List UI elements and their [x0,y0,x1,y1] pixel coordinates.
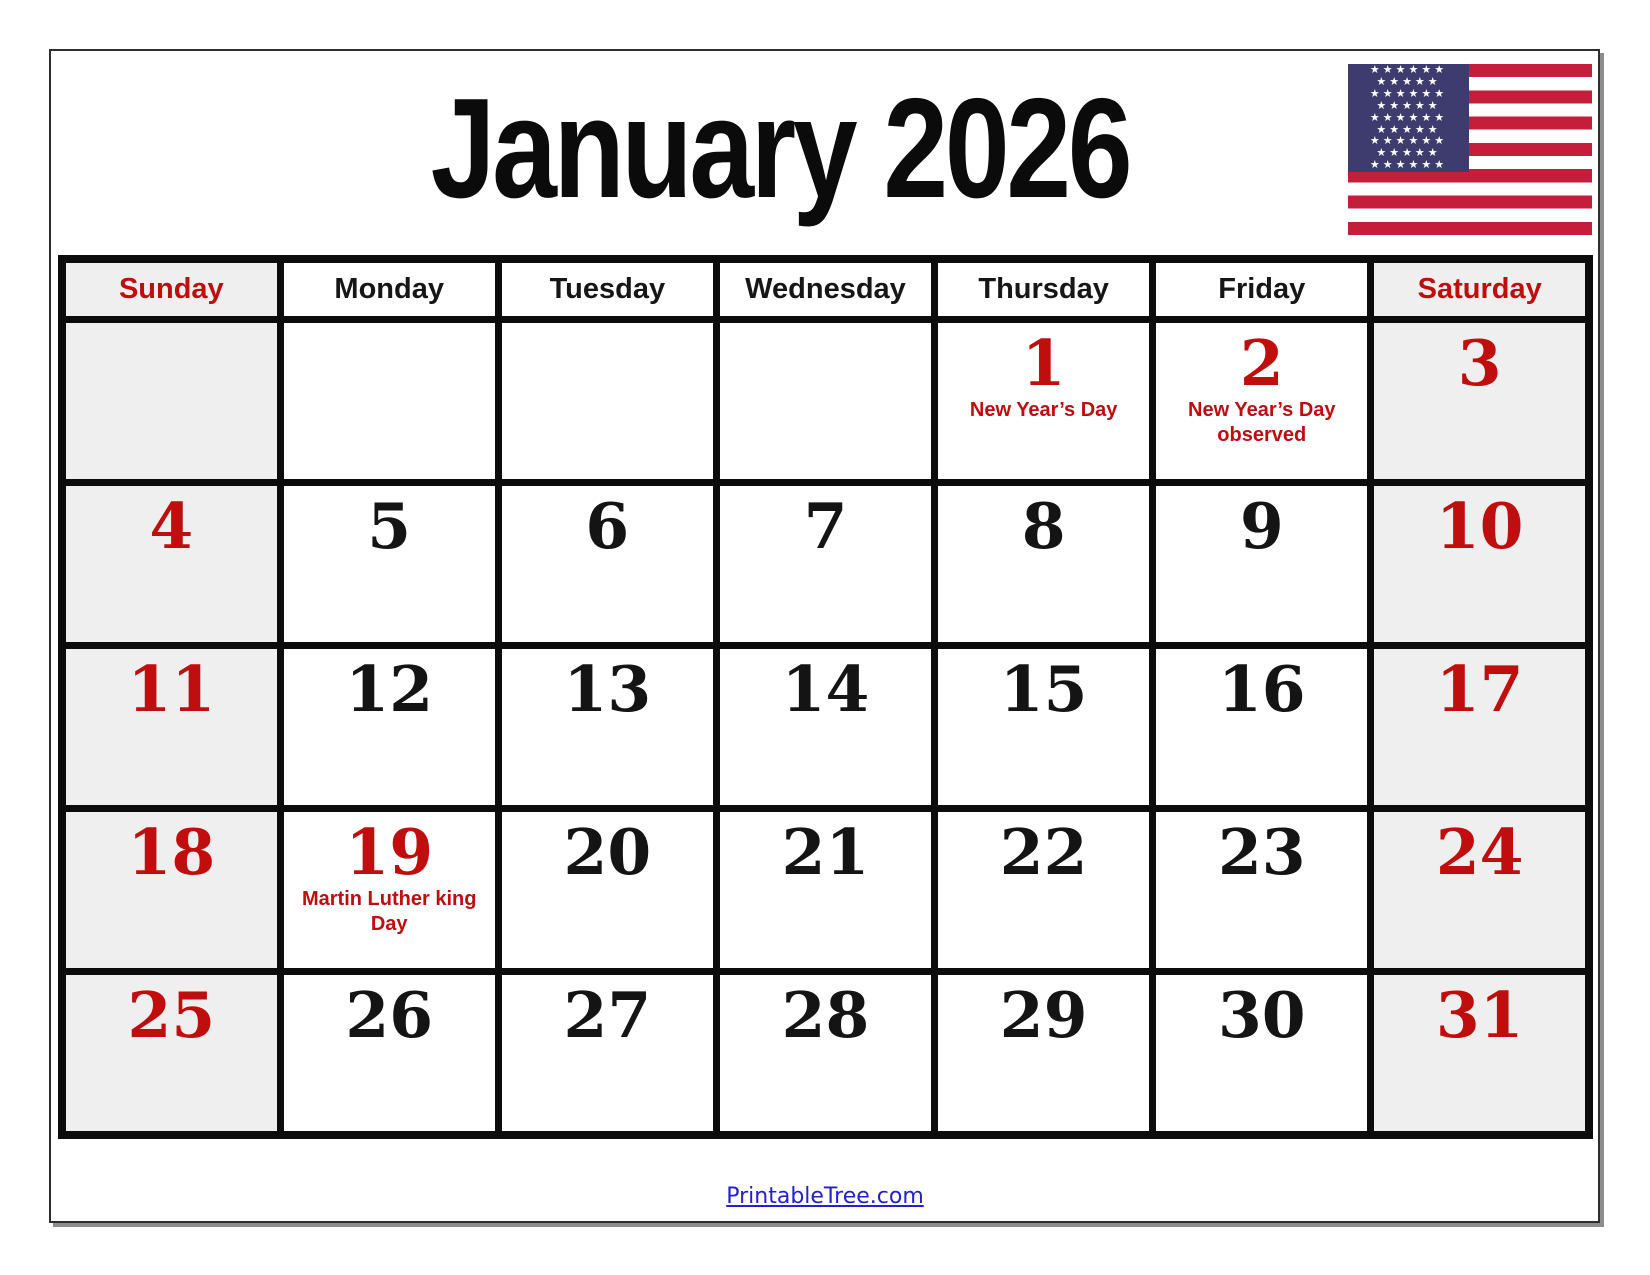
weekday-header-row [62,259,1589,320]
flag-canton [1348,64,1469,172]
date-number: 11 [127,652,216,726]
date-number: 9 [1239,489,1284,563]
weekday-header-wednesday: Wednesday [716,259,934,320]
date-number: 12 [345,652,434,726]
flag-star-row: ★★★★★ [1376,98,1441,112]
date-number: 5 [367,489,412,563]
date-number: 14 [781,652,870,726]
date-number: 6 [585,489,630,563]
day-cell-empty [716,320,934,483]
week-row-5 [62,972,1589,1136]
date-number: 30 [1217,978,1306,1052]
day-cell-16 [1153,646,1371,809]
weekday-header-sunday: Sunday [62,259,280,320]
date-number: 15 [999,652,1088,726]
calendar-table [58,255,1593,1139]
day-cell-14 [716,646,934,809]
day-cell-25 [62,972,280,1136]
holiday-label: Martin Luther king Day [301,888,477,935]
day-cell-12 [280,646,498,809]
day-cell-19 [280,809,498,972]
day-cell-6 [498,483,716,646]
day-cell-7 [716,483,934,646]
flag-star-row: ★★★★★ [1376,146,1441,160]
date-number: 8 [1021,489,1066,563]
date-number: 25 [127,978,216,1052]
day-cell-29 [935,972,1153,1136]
date-number: 21 [781,815,870,889]
date-number: 13 [563,652,652,726]
day-cell-27 [498,972,716,1136]
date-number: 4 [149,489,194,563]
date-number: 28 [781,978,870,1052]
footer [0,1184,1650,1209]
date-number: 18 [127,815,216,889]
date-number: 17 [1435,652,1524,726]
weekday-header-saturday: Saturday [1371,259,1589,320]
day-cell-21 [716,809,934,972]
flag-star-row: ★★★★★★ [1369,110,1448,124]
day-cell-2 [1153,320,1371,483]
day-cell-3 [1371,320,1589,483]
date-number: 2 [1239,326,1284,400]
date-number: 16 [1217,652,1306,726]
day-cell-9 [1153,483,1371,646]
weekday-header-thursday: Thursday [935,259,1153,320]
flag-star-row: ★★★★★★ [1369,86,1448,100]
date-number: 26 [345,978,434,1052]
usa-flag-icon [1348,64,1592,235]
day-cell-empty [498,320,716,483]
weekday-header-tuesday: Tuesday [498,259,716,320]
week-row-2 [62,483,1589,646]
week-row-4 [62,809,1589,972]
flag-star-row: ★★★★★★ [1369,64,1448,76]
date-number: 20 [563,815,652,889]
day-cell-4 [62,483,280,646]
day-cell-28 [716,972,934,1136]
holiday-label: New Year’s Day observed [1188,399,1336,446]
flag-star-row: ★★★★★ [1376,74,1441,88]
day-cell-8 [935,483,1153,646]
day-cell-24 [1371,809,1589,972]
day-cell-30 [1153,972,1371,1136]
day-cell-1 [935,320,1153,483]
flag-star-row: ★★★★★ [1376,122,1441,136]
calendar-body [62,320,1589,1136]
day-cell-22 [935,809,1153,972]
day-cell-20 [498,809,716,972]
day-cell-17 [1371,646,1589,809]
page-title: January 2026 [430,69,1130,228]
date-number: 23 [1217,815,1306,889]
date-number: 3 [1457,326,1502,400]
date-number: 27 [563,978,652,1052]
date-number: 31 [1435,978,1524,1052]
day-cell-11 [62,646,280,809]
day-cell-15 [935,646,1153,809]
day-cell-5 [280,483,498,646]
day-cell-23 [1153,809,1371,972]
weekday-header-monday: Monday [280,259,498,320]
date-number: 29 [999,978,1088,1052]
day-cell-empty [62,320,280,483]
date-number: 7 [803,489,848,563]
weekday-header-friday: Friday [1153,259,1371,320]
week-row-1 [62,320,1589,483]
flag-star-row: ★★★★★★ [1369,158,1448,172]
date-number: 24 [1435,815,1524,889]
day-cell-18 [62,809,280,972]
day-cell-empty [280,320,498,483]
date-number: 1 [1021,326,1066,400]
day-cell-13 [498,646,716,809]
footer-link[interactable]: PrintableTree.com [726,1184,924,1209]
flag-star-row: ★★★★★★ [1369,134,1448,148]
day-cell-26 [280,972,498,1136]
day-cell-10 [1371,483,1589,646]
day-cell-31 [1371,972,1589,1136]
date-number: 22 [999,815,1088,889]
holiday-label: New Year’s Day [969,399,1118,421]
date-number: 19 [345,815,434,889]
date-number: 10 [1435,489,1524,563]
week-row-3 [62,646,1589,809]
